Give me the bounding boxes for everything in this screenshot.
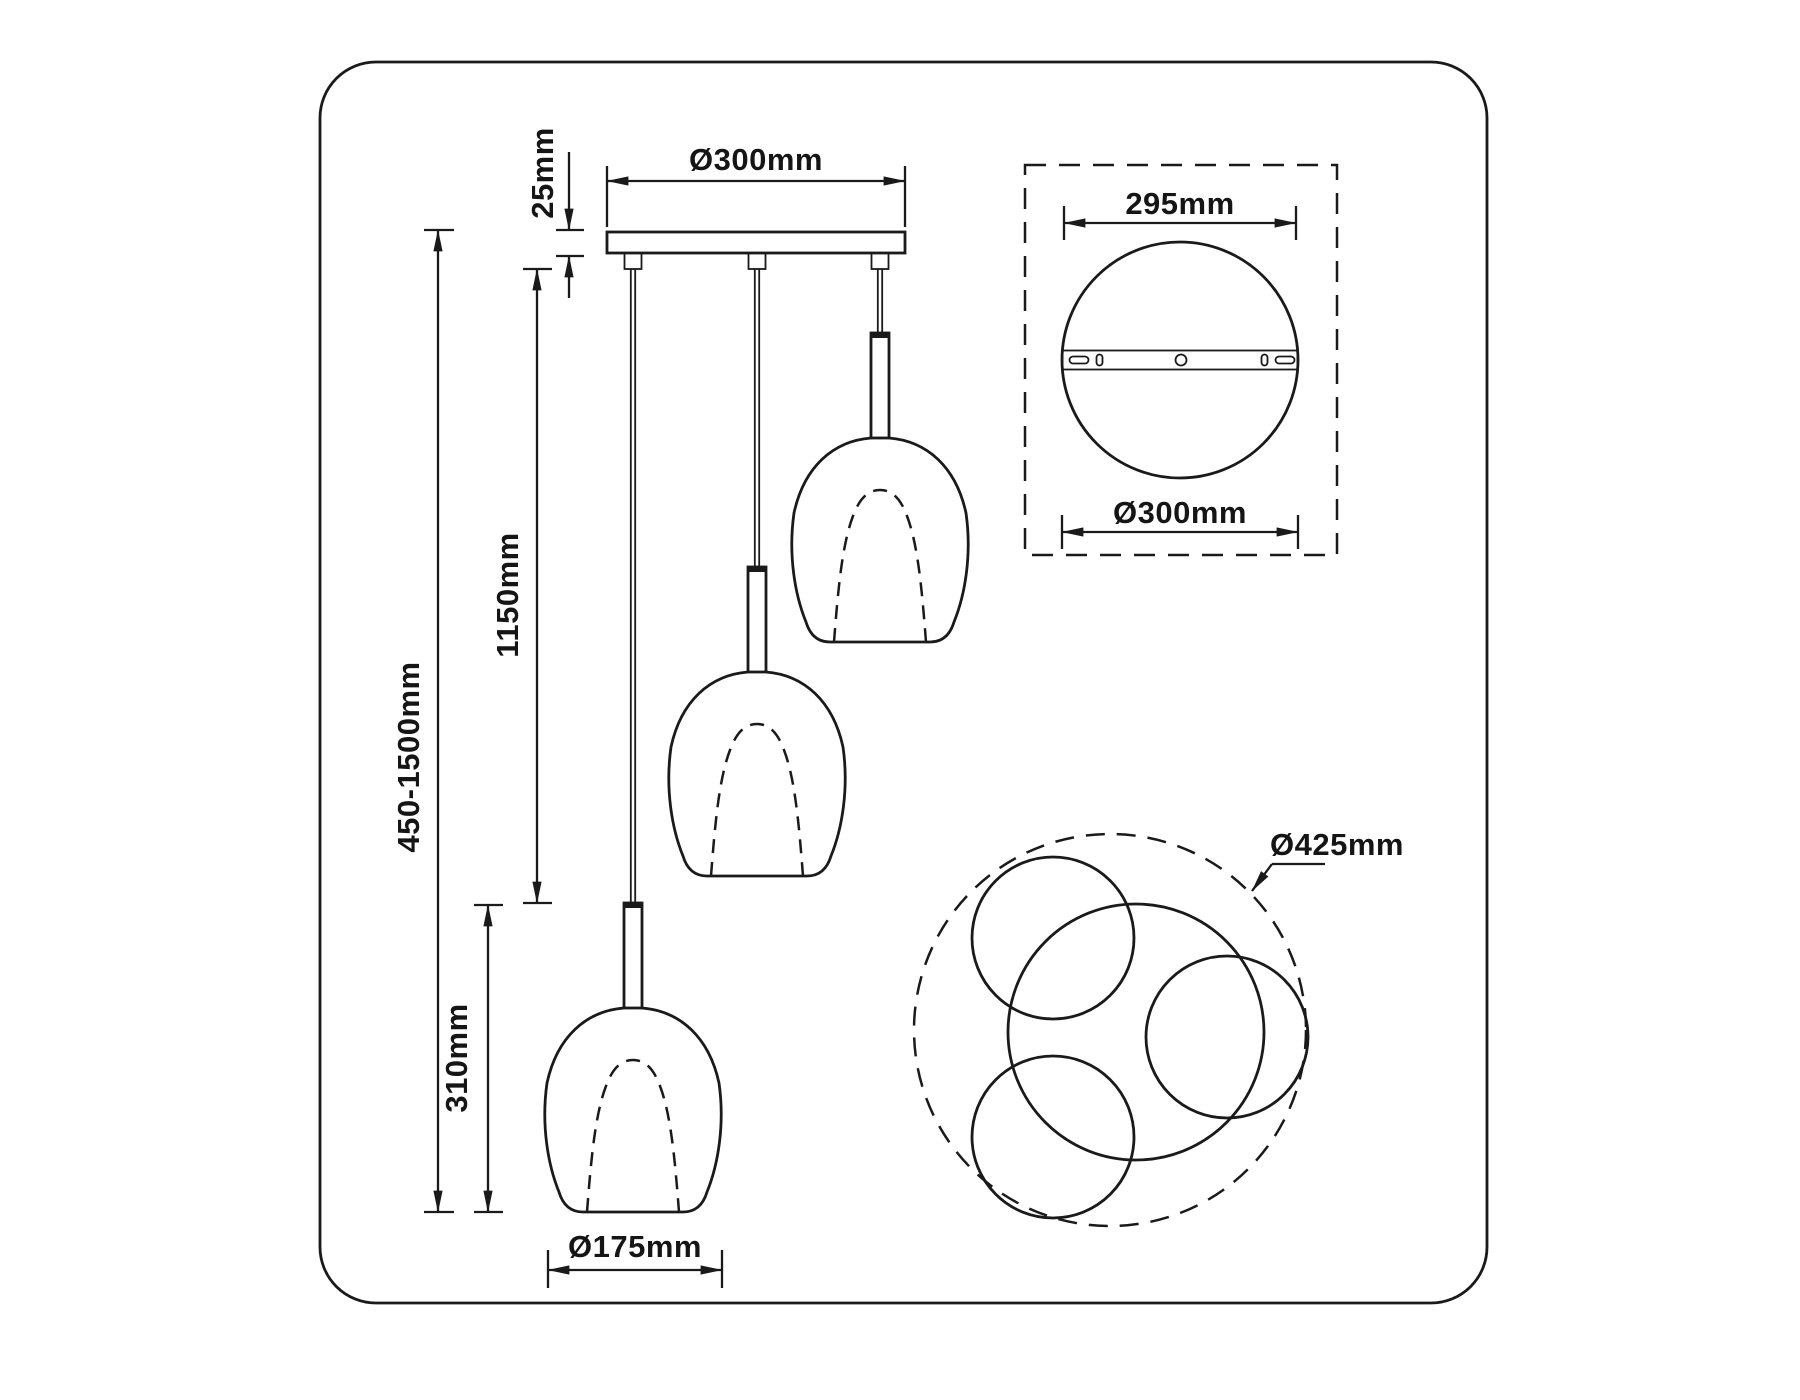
drawing-border-frame (320, 62, 1487, 1303)
bracket-hole-right (1262, 355, 1268, 366)
pendant-stems (624, 333, 889, 1008)
shade-top-circle-1 (972, 857, 1134, 1019)
shade-high-inner-profile (834, 490, 926, 642)
bracket-center-hole (1176, 355, 1187, 366)
dim-shade-diameter: Ø175mm (568, 1229, 702, 1264)
bracket-slot-right (1276, 357, 1295, 364)
shade-top-circle-3 (1146, 956, 1308, 1118)
shade-low-inner-profile (587, 1060, 679, 1212)
dim-total-height: 450-1500mm (391, 661, 426, 853)
shade-mid (669, 672, 845, 876)
shade-mid-inner-profile (711, 724, 803, 876)
dim-plate-diameter: Ø300mm (1113, 495, 1247, 530)
bracket-slot-left (1070, 357, 1089, 364)
shade-high (792, 438, 968, 642)
footprint-circle (914, 834, 1306, 1226)
front-view (545, 232, 968, 1212)
pendant-shades (545, 438, 968, 1212)
dim-canopy-diameter: Ø300mm (689, 142, 823, 177)
cord-connector (625, 253, 642, 269)
cord-connector (872, 253, 889, 269)
dim-shade-height: 310mm (439, 1003, 474, 1113)
shade-low (545, 1008, 721, 1212)
top-view (914, 827, 1404, 1226)
dim-bracket-length: 295mm (1125, 186, 1235, 221)
canopy-bar (607, 232, 905, 253)
dim-cord-length: 1150mm (490, 532, 525, 658)
canopy-detail-view (1025, 165, 1337, 555)
cord-connector (749, 253, 766, 269)
bracket-hole-left (1097, 355, 1103, 366)
canopy-top-circle (1008, 904, 1264, 1160)
dim-canopy-thickness: 25mm (525, 127, 560, 219)
shade-top-circle-2 (972, 1056, 1134, 1218)
dim-footprint-diameter: Ø425mm (1270, 827, 1404, 862)
